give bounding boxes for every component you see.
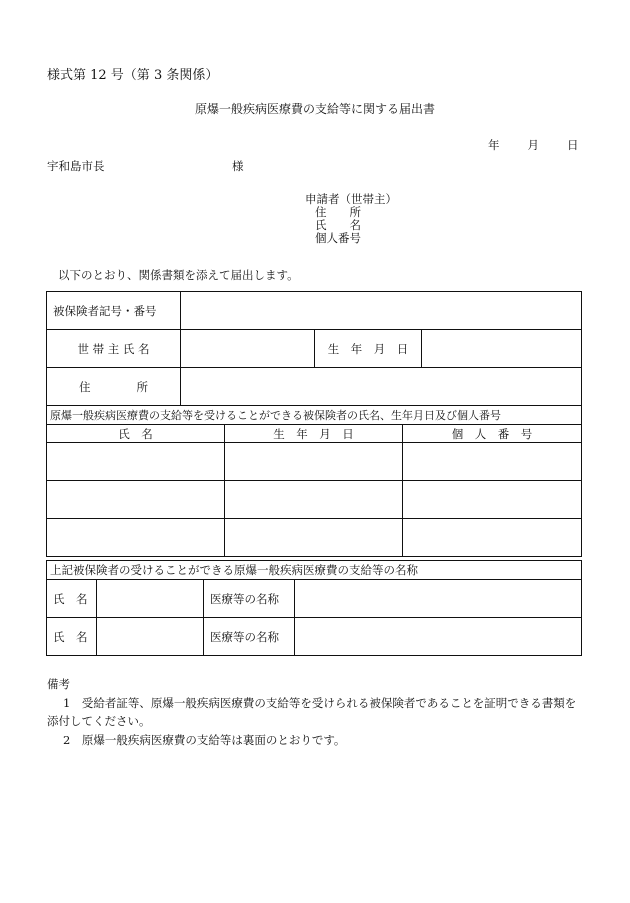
insured-number-field[interactable] (181, 292, 582, 330)
recipient-birth-date-field[interactable] (225, 443, 403, 481)
recipient-id-field[interactable] (403, 481, 582, 519)
medical-care-label: 医療等の名称 (204, 618, 295, 656)
note-item: 2 原爆一般疾病医療費の支給等は裏面のとおりです。 (63, 733, 346, 747)
notes-heading: 備考 (47, 677, 70, 691)
applicant-label: 申請者（世帯主） (305, 192, 397, 206)
date-month-label: 月 (527, 138, 539, 152)
header-birth-date: 生 年 月 日 (225, 425, 403, 443)
note-item: 1 受給者証等、原爆一般疾病医療費の支給等を受けられる被保険者であることを証明できる書類を添付してください。 (47, 696, 577, 728)
medical-care-label: 医療等の名称 (204, 580, 295, 618)
household-table (46, 291, 582, 406)
date-day-label: 日 (567, 138, 579, 152)
recipient-name-field[interactable] (47, 481, 225, 519)
recipients-table (46, 405, 582, 557)
addressee-honorific: 様 (232, 159, 244, 173)
recipient-id-field[interactable] (403, 519, 582, 557)
date-line (488, 137, 579, 153)
applicant-block (305, 193, 397, 245)
header-id-number: 個 人 番 号 (403, 425, 582, 443)
recipient-birth-date-field[interactable] (225, 519, 403, 557)
recipient-id-field[interactable] (403, 443, 582, 481)
birth-date-field[interactable] (422, 330, 582, 368)
recipients-caption: 原爆一般疾病医療費の支給等を受けることができる被保険者の氏名、生年月日及び個人番号 (47, 406, 582, 425)
medical-name-label: 氏 名 (47, 618, 97, 656)
householder-name-label: 世 帯 主 氏 名 (47, 330, 181, 368)
medical-name-field[interactable] (97, 580, 204, 618)
insured-number-label: 被保険者記号・番号 (47, 292, 181, 330)
householder-name-field[interactable] (181, 330, 315, 368)
header-name: 氏 名 (47, 425, 225, 443)
intro-text: 以下のとおり、関係書類を添えて届出します。 (58, 268, 299, 282)
medical-caption: 上記被保険者の受けることができる原爆一般疾病医療費の支給等の名称 (47, 561, 582, 580)
recipient-birth-date-field[interactable] (225, 481, 403, 519)
address-field[interactable] (181, 368, 582, 406)
medical-care-field[interactable] (295, 618, 582, 656)
addressee-name: 宇和島市長 (47, 159, 105, 173)
birth-date-label: 生 年 月 日 (315, 330, 422, 368)
form-number: 様式第 12 号（第 3 条関係） (47, 68, 219, 83)
document-title: 原爆一般疾病医療費の支給等に関する届出書 (194, 102, 435, 116)
date-year-label: 年 (488, 138, 500, 152)
recipient-name-field[interactable] (47, 519, 225, 557)
medical-name-label: 氏 名 (47, 580, 97, 618)
medical-name-field[interactable] (97, 618, 204, 656)
applicant-id-label: 個人番号 (315, 231, 361, 245)
medical-table (46, 560, 582, 656)
recipient-name-field[interactable] (47, 443, 225, 481)
medical-care-field[interactable] (295, 580, 582, 618)
address-label: 住 所 (47, 368, 181, 406)
applicant-name-label: 氏 名 (315, 218, 361, 232)
applicant-address-label: 住 所 (315, 205, 361, 219)
